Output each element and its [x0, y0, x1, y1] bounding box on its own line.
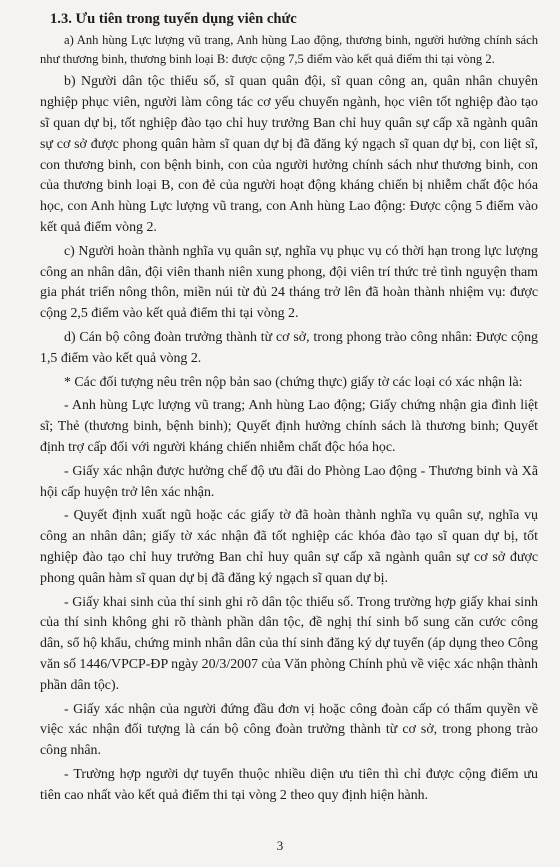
- paragraph-d: d) Cán bộ công đoàn trưởng thành từ cơ sở, trong phong trào công nhân: Được cộng 1,5 điểm vào kết quả vòng 2.: [40, 329, 538, 366]
- documents-item-6: - Trường hợp người dự tuyển thuộc nhiều diện ưu tiên thì chỉ được cộng điểm ưu tiên cao nhất vào kết quả điểm thi tại vòng 2 theo quy định hiện hành.: [40, 766, 538, 803]
- documents-item-3: - Quyết định xuất ngũ hoặc các giấy tờ đã hoàn thành nghĩa vụ quân sự, nghĩa vụ công an nhân dân; giấy tờ xác nhận đã tốt nghiệp các khóa đào tạo sĩ quan dự bị, tốt nghiệp đào tạo chỉ huy trưởng Ban chỉ huy quân sự cấp xã ngành quân sự cơ sở được phong quân hàm sĩ quan dự bị đã đăng ký ngạch sĩ quan dự bị.: [40, 508, 538, 586]
- section-title: 1.3. Ưu tiên trong tuyển dụng viên chức: [50, 11, 297, 27]
- documents-item-5: - Giấy xác nhận của người đứng đầu đơn vị hoặc công đoàn cấp có thẩm quyền về việc xác nhận đối tượng là cán bộ công đoàn trưởng thành từ cơ sở, trong phong trào công nhân.: [40, 701, 538, 759]
- documents-item-2: - Giấy xác nhận được hưởng chế độ ưu đãi do Phòng Lao động - Thương binh và Xã hội cấp huyện trở lên xác nhận.: [40, 463, 538, 500]
- paragraph-c: c) Người hoàn thành nghĩa vụ quân sự, nghĩa vụ phục vụ có thời hạn trong lực lượng công an nhân dân, đội viên thanh niên xung phong, đội viên trí thức trẻ tình nguyện tham gia phát triển nông thôn, miền núi từ đủ 24 tháng trở lên đã hoàn thành nhiệm vụ: được cộng 2,5 điểm vào kết quả điểm thi tại vòng 2.: [40, 243, 538, 322]
- paragraph-b: b) Người dân tộc thiểu số, sĩ quan quân đội, sĩ quan công an, quân nhân chuyên nghiệp phục viên, người làm công tác cơ yếu chuyển ngành, học viên tốt nghiệp đào tạo sĩ quan dự bị, tốt nghiệp đào tạo chỉ huy trưởng Ban chỉ huy quân sự cấp xã ngành quân sự cơ sở được phong quân hàm sĩ quan dự bị đã đăng ký ngạch sĩ quan dự bị, con liệt sĩ, con thương binh, con bệnh binh, con của người hưởng chính sách như thương binh, con của thương binh loại B, con đẻ của người hoạt động kháng chiến bị nhiễm chất độc hóa học, con Anh hùng Lực lượng vũ trang, con Anh hùng Lao động: Được cộng 5 điểm vào kết quả điểm vòng 2.: [40, 74, 538, 235]
- page-number: 3: [276, 838, 284, 853]
- documents-item-1: - Anh hùng Lực lượng vũ trang; Anh hùng Lao động; Giấy chứng nhận gia đình liệt sĩ; Thẻ (thương binh, bệnh binh); Quyết định hưởng chính sách là thương binh; Quyết định trợ cấp đối với người kháng chiến nhiễm chất độc hóa học.: [40, 398, 538, 455]
- documents-item-4: - Giấy khai sinh của thí sinh ghi rõ dân tộc thiểu số. Trong trường hợp giấy khai sinh của thí sinh không ghi rõ thành phần dân tộc, đề nghị thí sinh bổ sung căn cước công dân, sổ hộ khẩu, chứng minh nhân dân của thí sinh đăng ký dự tuyển (áp dụng theo Công văn số 1446/VPCP-ĐP ngày 20/3/2007 của Văn phòng Chính phủ về việc xác nhận thành phần dân tộc).: [40, 594, 538, 693]
- documents-note: * Các đối tượng nêu trên nộp bản sao (chứng thực) giấy tờ các loại có xác nhận là:: [64, 374, 523, 390]
- paragraph-a: a) Anh hùng Lực lượng vũ trang, Anh hùng Lao động, thương binh, người hưởng chính sách như thương binh, thương binh loại B: được cộng 7,5 điểm vào kết quả điểm thi tại vòng 2.: [40, 33, 538, 67]
